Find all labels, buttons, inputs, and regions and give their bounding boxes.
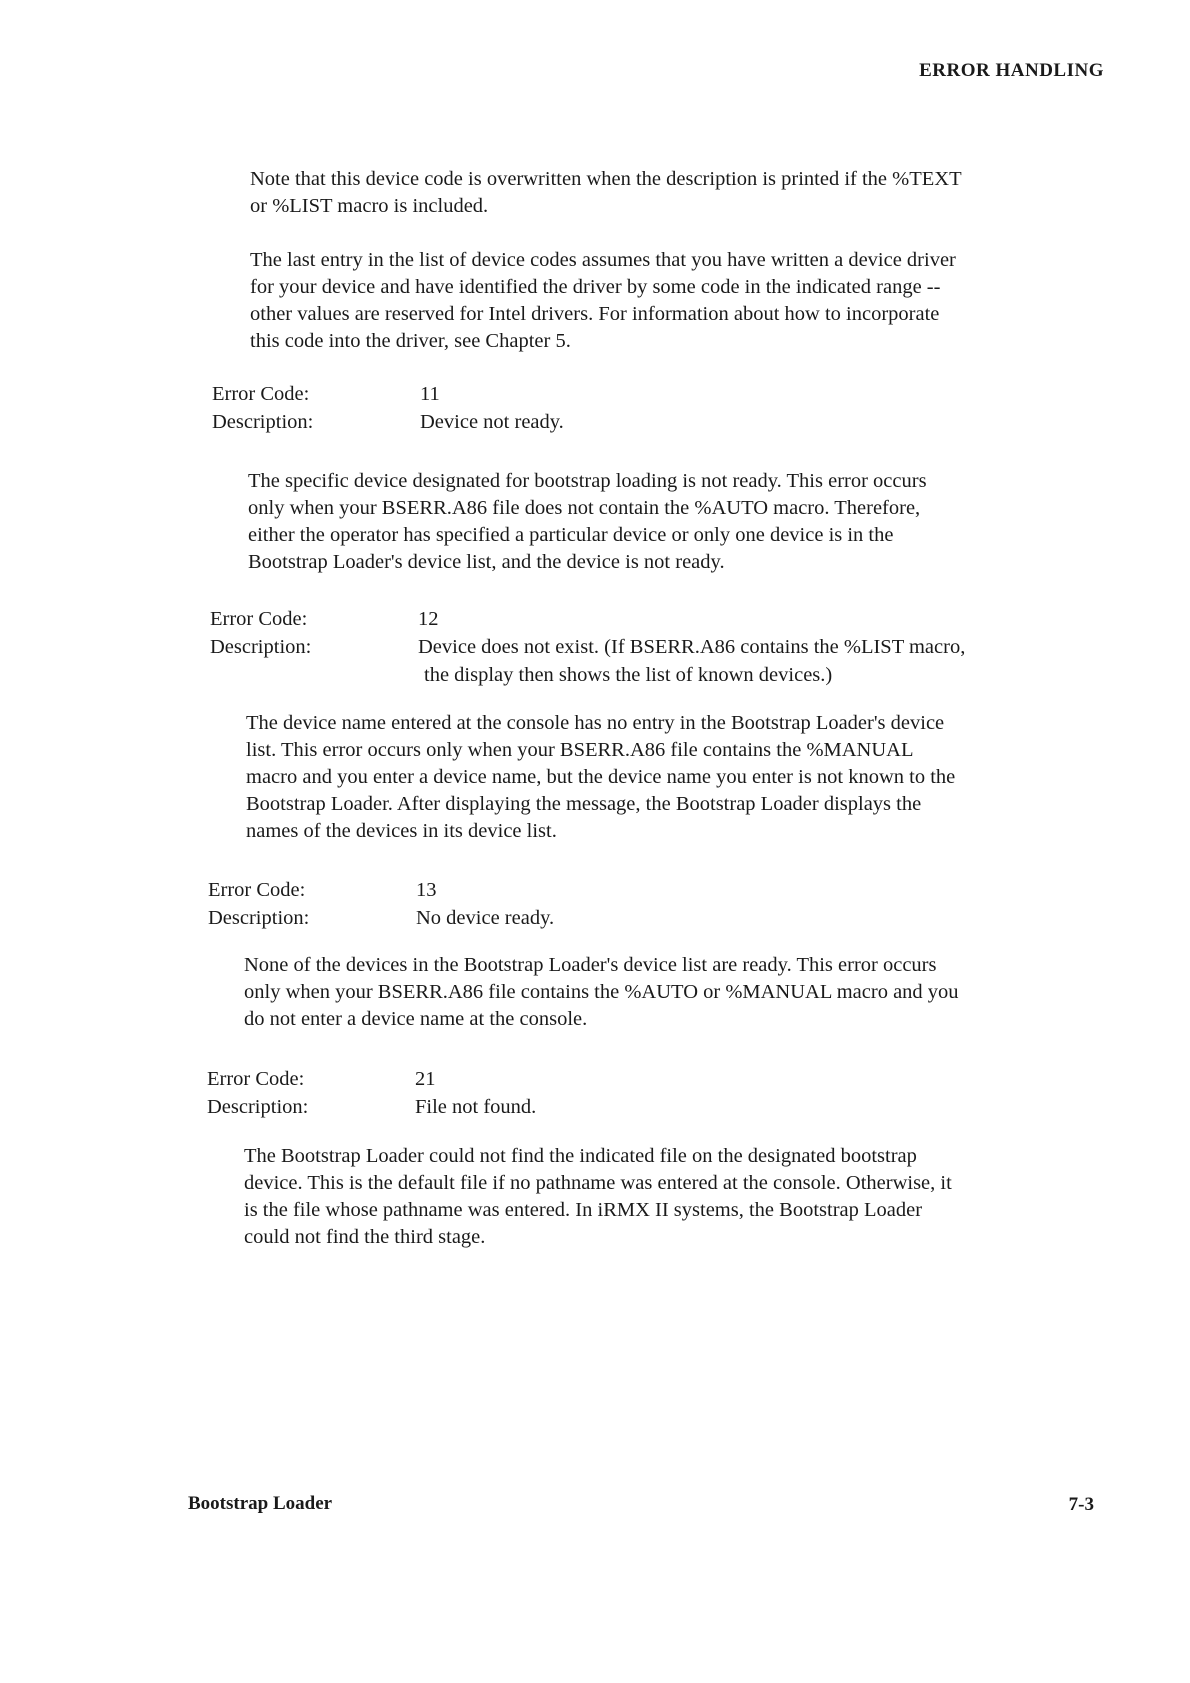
error-code-label: Error Code: [212, 383, 310, 405]
description-continuation: the display then shows the list of known devices.) [424, 664, 833, 686]
error-code-label: Error Code: [207, 1068, 305, 1090]
description-value: Device not ready. [420, 411, 564, 433]
text-line: The device name entered at the console has no entry in the Bootstrap Loader's device [246, 712, 945, 734]
error-code-label: Error Code: [210, 608, 308, 630]
text-line: other values are reserved for Intel drivers. For information about how to incorporate [250, 303, 940, 325]
text-line: The specific device designated for bootstrap loading is not ready. This error occurs [248, 470, 927, 492]
text-line: The Bootstrap Loader could not find the indicated file on the designated bootstrap [244, 1145, 917, 1167]
description-value: File not found. [415, 1096, 537, 1118]
text-line: is the file whose pathname was entered. In iRMX II systems, the Bootstrap Loader [244, 1199, 923, 1221]
error-21-explanation [244, 1143, 952, 1251]
running-footer-title: Bootstrap Loader [188, 1493, 333, 1514]
text-line: macro and you enter a device name, but the device name you enter is not known to the [246, 766, 956, 788]
description-value: Device does not exist. (If BSERR.A86 contains the %LIST macro, [418, 636, 966, 658]
description-label: Description: [208, 907, 310, 929]
description-label: Description: [207, 1096, 309, 1118]
intro-paragraph-2 [250, 247, 956, 355]
text-line: or %LIST macro is included. [250, 195, 489, 217]
text-line: Note that this device code is overwritten when the description is printed if the %TEXT [250, 168, 962, 190]
error-code-value: 12 [418, 608, 439, 630]
text-line: Bootstrap Loader's device list, and the device is not ready. [248, 551, 725, 573]
running-header: ERROR HANDLING [919, 60, 1104, 81]
error-code-value: 13 [416, 879, 437, 901]
text-line: only when your BSERR.A86 file contains the %AUTO or %MANUAL macro and you [244, 981, 959, 1003]
error-code-label: Error Code: [208, 879, 306, 901]
text-line: could not find the third stage. [244, 1226, 486, 1248]
text-line: device. This is the default file if no pathname was entered at the console. Otherwise, it [244, 1172, 952, 1194]
error-code-value: 11 [420, 383, 440, 405]
page-number: 7-3 [1068, 1494, 1094, 1515]
text-line: list. This error occurs only when your BSERR.A86 file contains the %MANUAL [246, 739, 914, 761]
description-value: No device ready. [416, 907, 555, 929]
text-line: for your device and have identified the driver by some code in the indicated range -- [250, 276, 941, 298]
error-11-explanation [248, 468, 927, 576]
text-line: The last entry in the list of device codes assumes that you have written a device driver [250, 249, 956, 271]
error-12-explanation [246, 710, 955, 845]
text-line: Bootstrap Loader. After displaying the message, the Bootstrap Loader displays the [246, 793, 922, 815]
intro-paragraph-1 [250, 166, 962, 220]
error-code-value: 21 [415, 1068, 436, 1090]
text-line: None of the devices in the Bootstrap Loader's device list are ready. This error occurs [244, 954, 937, 976]
description-label: Description: [210, 636, 312, 658]
text-line: names of the devices in its device list. [246, 820, 557, 842]
text-line: this code into the driver, see Chapter 5. [250, 330, 571, 352]
description-label: Description: [212, 411, 314, 433]
text-line: do not enter a device name at the console. [244, 1008, 588, 1030]
text-line: either the operator has specified a particular device or only one device is in the [248, 524, 894, 546]
error-13-explanation [244, 952, 959, 1033]
text-line: only when your BSERR.A86 file does not contain the %AUTO macro. Therefore, [248, 497, 921, 519]
